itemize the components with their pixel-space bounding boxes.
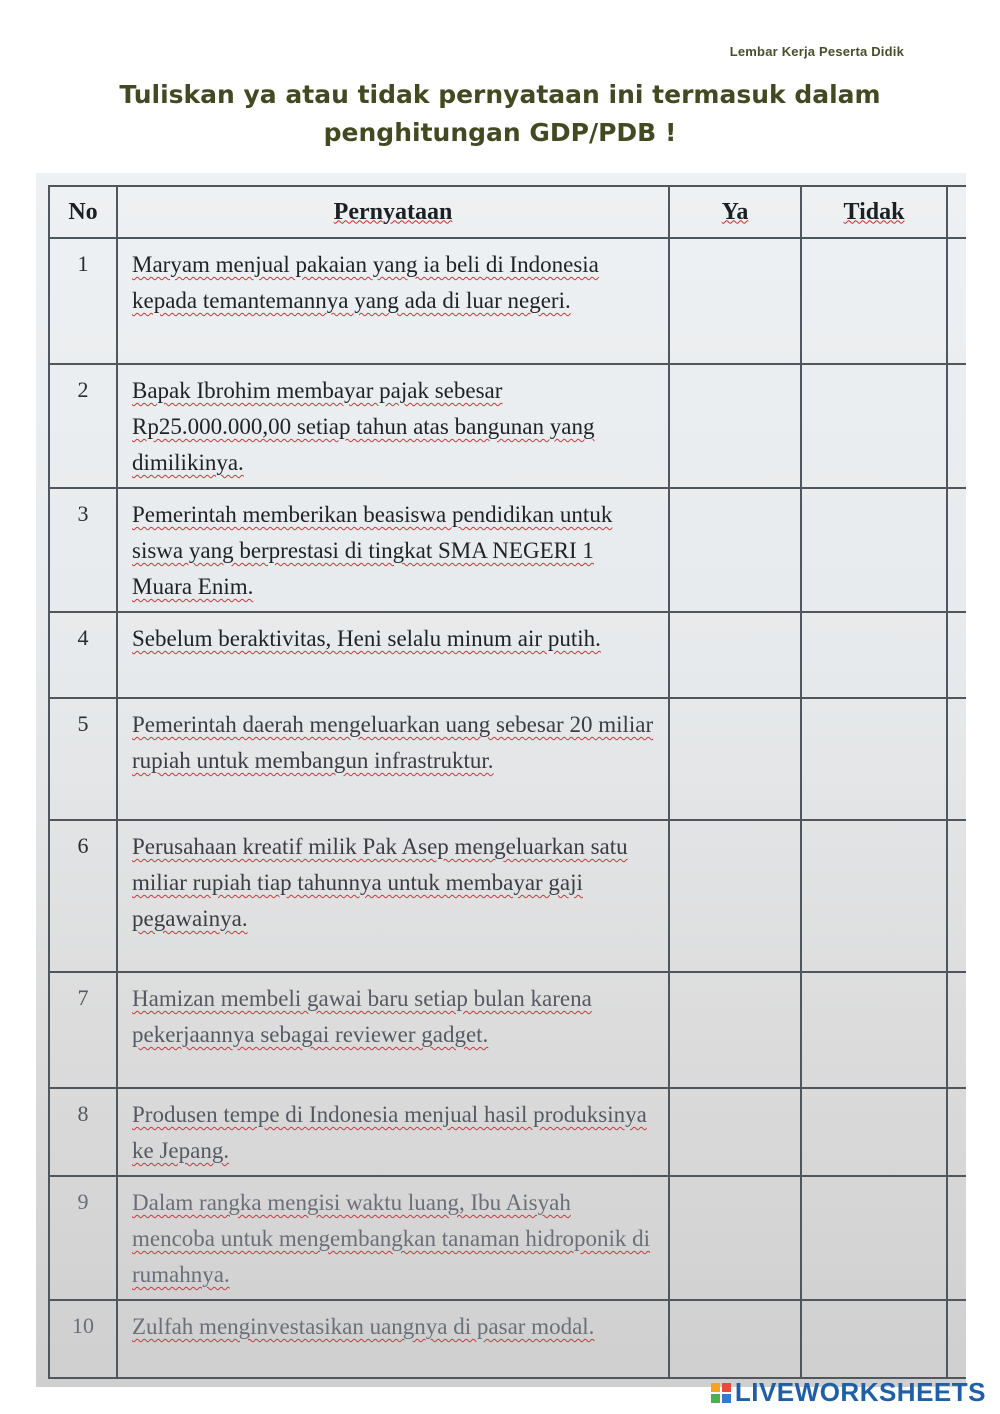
table-row bbox=[49, 612, 966, 698]
extra-cell bbox=[947, 364, 966, 488]
yes-answer-cell[interactable] bbox=[669, 364, 801, 488]
table-row bbox=[49, 1176, 966, 1300]
table-row bbox=[49, 820, 966, 972]
no-answer-cell[interactable] bbox=[801, 1300, 947, 1378]
statement-cell: Pemerintah memberikan beasiswa pendidikan untuk siswa yang berprestasi di tingkat SMA NEGERI 1 Muara Enim. bbox=[117, 488, 669, 612]
yes-answer-cell[interactable] bbox=[669, 612, 801, 698]
instruction-line-1: Tuliskan ya atau tidak pernyataan ini termasuk dalam bbox=[119, 80, 881, 109]
yes-answer-cell[interactable] bbox=[669, 1300, 801, 1378]
table-row bbox=[49, 972, 966, 1088]
no-answer-cell[interactable] bbox=[801, 612, 947, 698]
row-number: 9 bbox=[49, 1176, 117, 1300]
yes-answer-cell[interactable] bbox=[669, 820, 801, 972]
no-answer-cell[interactable] bbox=[801, 1176, 947, 1300]
statement-cell: Bapak Ibrohim membayar pajak sebesar Rp25.000.000,00 setiap tahun atas bangunan yang dimilikinya. bbox=[117, 364, 669, 488]
statement-cell: Perusahaan kreatif milik Pak Asep mengeluarkan satu miliar rupiah tiap tahunnya untuk membayar gaji pegawainya. bbox=[117, 820, 669, 972]
no-answer-cell[interactable] bbox=[801, 238, 947, 364]
yes-answer-cell[interactable] bbox=[669, 1176, 801, 1300]
row-number: 10 bbox=[49, 1300, 117, 1378]
row-number: 4 bbox=[49, 612, 117, 698]
table-row bbox=[49, 488, 966, 612]
extra-cell bbox=[947, 612, 966, 698]
table-header-row bbox=[49, 186, 966, 238]
liveworksheets-watermark bbox=[711, 1377, 986, 1408]
statement-cell: Dalam rangka mengisi waktu luang, Ibu Aisyah mencoba untuk mengembangkan tanaman hidroponik di rumahnya. bbox=[117, 1176, 669, 1300]
header-extra-column bbox=[947, 186, 966, 238]
table-row bbox=[49, 238, 966, 364]
extra-cell bbox=[947, 972, 966, 1088]
liveworksheets-logo-icon bbox=[711, 1383, 731, 1403]
statement-cell: Maryam menjual pakaian yang ia beli di Indonesia kepada temantemannya yang ada di luar negeri. bbox=[117, 238, 669, 364]
statement-cell: Sebelum beraktivitas, Heni selalu minum air putih. bbox=[117, 612, 669, 698]
row-number: 3 bbox=[49, 488, 117, 612]
no-answer-cell[interactable] bbox=[801, 698, 947, 820]
yes-answer-cell[interactable] bbox=[669, 488, 801, 612]
row-number: 6 bbox=[49, 820, 117, 972]
row-number: 1 bbox=[49, 238, 117, 364]
extra-cell bbox=[947, 698, 966, 820]
statement-cell: Pemerintah daerah mengeluarkan uang sebesar 20 miliar rupiah untuk membangun infrastruktur. bbox=[117, 698, 669, 820]
header-yes: Ya bbox=[669, 186, 801, 238]
yes-answer-cell[interactable] bbox=[669, 972, 801, 1088]
no-answer-cell[interactable] bbox=[801, 1088, 947, 1176]
worksheet-photo bbox=[36, 173, 966, 1387]
no-answer-cell[interactable] bbox=[801, 820, 947, 972]
extra-cell bbox=[947, 1176, 966, 1300]
table-row bbox=[49, 364, 966, 488]
instruction-heading bbox=[60, 76, 940, 152]
extra-cell bbox=[947, 1300, 966, 1378]
row-number: 8 bbox=[49, 1088, 117, 1176]
yes-answer-cell[interactable] bbox=[669, 238, 801, 364]
table-row bbox=[49, 1300, 966, 1378]
extra-cell bbox=[947, 488, 966, 612]
header-no-answer: Tidak bbox=[801, 186, 947, 238]
extra-cell bbox=[947, 820, 966, 972]
statement-cell: Zulfah menginvestasikan uangnya di pasar modal. bbox=[117, 1300, 669, 1378]
no-answer-cell[interactable] bbox=[801, 364, 947, 488]
statement-cell: Produsen tempe di Indonesia menjual hasil produksinya ke Jepang. bbox=[117, 1088, 669, 1176]
row-number: 2 bbox=[49, 364, 117, 488]
watermark-text: LIVEWORKSHEETS bbox=[734, 1377, 986, 1407]
table-row bbox=[49, 1088, 966, 1176]
header-statement: Pernyataan bbox=[117, 186, 669, 238]
header-no: No bbox=[49, 186, 117, 238]
extra-cell bbox=[947, 1088, 966, 1176]
yes-answer-cell[interactable] bbox=[669, 698, 801, 820]
row-number: 7 bbox=[49, 972, 117, 1088]
statement-cell: Hamizan membeli gawai baru setiap bulan karena pekerjaannya sebagai reviewer gadget. bbox=[117, 972, 669, 1088]
yes-answer-cell[interactable] bbox=[669, 1088, 801, 1176]
instruction-line-2: penghitungan GDP/PDB ! bbox=[323, 118, 677, 147]
extra-cell bbox=[947, 238, 966, 364]
no-answer-cell[interactable] bbox=[801, 972, 947, 1088]
table-row bbox=[49, 698, 966, 820]
no-answer-cell[interactable] bbox=[801, 488, 947, 612]
row-number: 5 bbox=[49, 698, 117, 820]
statement-table bbox=[48, 185, 966, 1379]
worksheet-header-label: Lembar Kerja Peserta Didik bbox=[729, 44, 904, 59]
